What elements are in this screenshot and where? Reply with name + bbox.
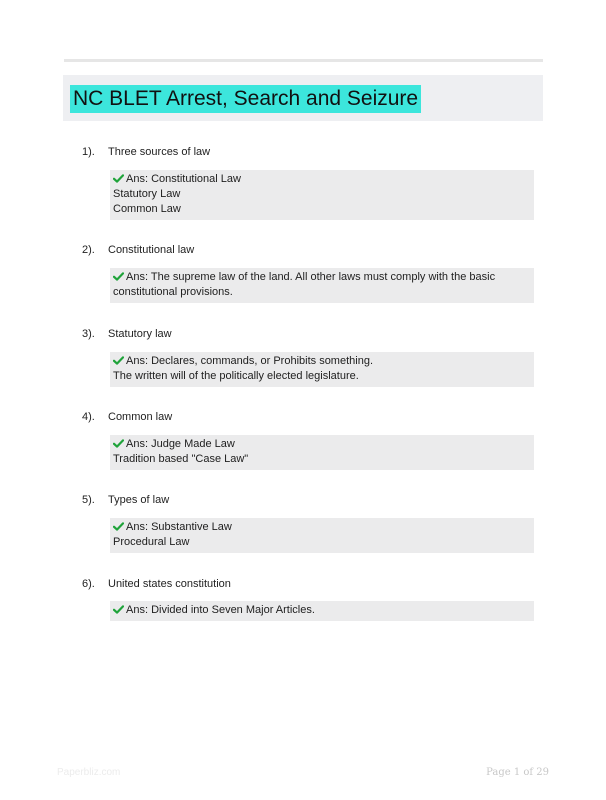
answer-line: Tradition based "Case Law" <box>113 453 249 465</box>
check-icon <box>113 272 124 281</box>
question-text: United states constitution <box>108 578 231 590</box>
answer-line: Common Law <box>113 203 181 215</box>
answer-prefix: Ans: <box>126 355 152 367</box>
answer-prefix: Ans: <box>126 521 152 533</box>
answer-box <box>110 601 534 621</box>
question-number: 6). <box>82 578 95 590</box>
answer-line: Statutory Law <box>113 188 181 200</box>
answer-text: The supreme law of the land. All other laws must comply with the basic constitutional provisions. <box>113 271 496 298</box>
answer-box <box>110 435 534 470</box>
check-icon <box>113 356 124 365</box>
answer-prefix: Ans: <box>126 173 152 185</box>
check-icon <box>113 174 124 183</box>
answer-line <box>113 270 531 300</box>
answer-prefix: Ans: <box>126 438 152 450</box>
document-title: NC BLET Arrest, Search and Seizure <box>70 85 421 113</box>
answer-box <box>110 268 534 303</box>
answer-text: Substantive Law <box>151 521 232 533</box>
check-icon <box>113 439 124 448</box>
answer-text: Judge Made Law <box>151 438 235 450</box>
answer-line <box>113 437 531 452</box>
check-icon <box>113 605 124 614</box>
top-divider <box>64 59 543 62</box>
answer-line <box>113 603 531 618</box>
answer-text: Declares, commands, or Prohibits something. <box>151 355 374 367</box>
answer-box <box>110 518 534 553</box>
answer-line <box>113 172 531 187</box>
question-text: Types of law <box>108 494 170 506</box>
question-text: Constitutional law <box>108 244 195 256</box>
answer-text: Divided into Seven Major Articles. <box>151 604 315 616</box>
answer-text: Constitutional Law <box>151 173 241 185</box>
answer-line: The written will of the politically elected legislature. <box>113 370 359 382</box>
question-number: 1). <box>82 146 95 158</box>
answer-line <box>113 354 531 369</box>
answer-box <box>110 170 534 220</box>
question-number: 2). <box>82 244 95 256</box>
question-text: Three sources of law <box>108 146 211 158</box>
question-text: Statutory law <box>108 328 172 340</box>
question-number: 3). <box>82 328 95 340</box>
answer-prefix: Ans: <box>126 271 151 283</box>
question-number: 5). <box>82 494 95 506</box>
check-icon <box>113 522 124 531</box>
answer-line: Procedural Law <box>113 536 190 548</box>
answer-prefix: Ans: <box>126 604 152 616</box>
page-number: Page 1 of 29 <box>486 767 549 778</box>
footer-watermark: Paperbliz.com <box>57 767 121 778</box>
question-text: Common law <box>108 411 173 423</box>
answer-box <box>110 352 534 387</box>
question-number: 4). <box>82 411 95 423</box>
answer-line <box>113 520 531 535</box>
